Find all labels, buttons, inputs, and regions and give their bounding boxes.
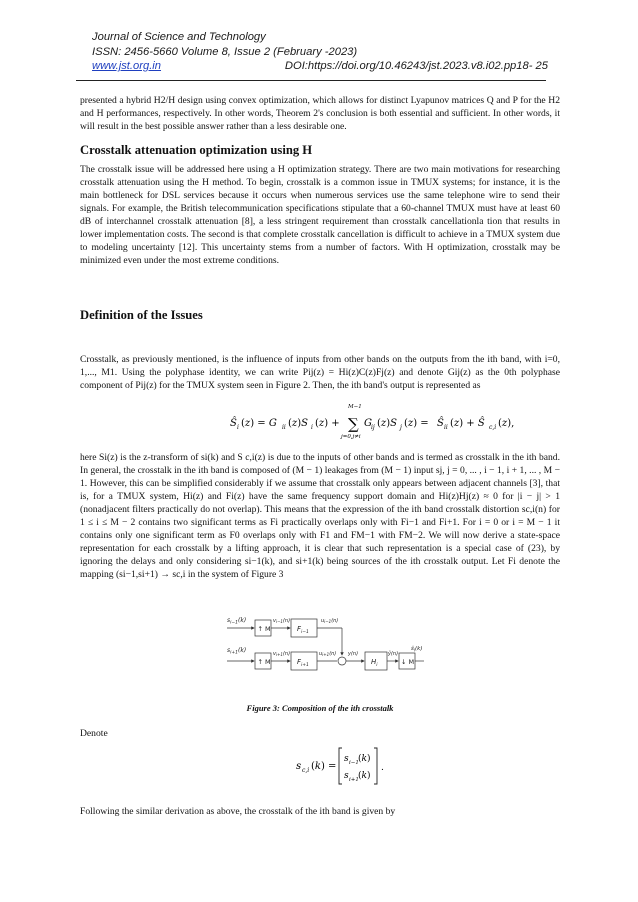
doi-text: DOI:https://doi.org/10.46243/jst.2023.v8.i02.pp18- 25	[284, 60, 548, 72]
svg-text:(z)S: (z)S	[377, 418, 397, 429]
issn-line: ISSN: 2456-5660 Volume 8, Issue 2 (February -2023)	[92, 45, 358, 58]
section-heading-crosstalk-optimization: Crosstalk attenuation optimization using H	[80, 143, 313, 157]
svg-text:ŷ(n): ŷ(n)	[388, 651, 399, 657]
svg-text:(k) =: (k) =	[311, 761, 337, 772]
svg-text:vi−1(n): $v_{i-1}(n)$	[273, 618, 291, 624]
svg-text:(z) + Ŝ: (z) + Ŝ	[450, 418, 485, 429]
crosstalk-block-diagram	[225, 614, 425, 687]
svg-text:(z) =: (z) =	[404, 418, 429, 429]
svg-text:(z),: (z),	[498, 418, 515, 429]
svg-text:Ŝ: Ŝ	[230, 418, 237, 429]
svg-text:i: i	[237, 424, 239, 431]
journal-header	[92, 30, 548, 74]
synthesis-filter-bottom-label: $F_{i+1}$	[297, 658, 309, 668]
svg-text:ii: ii	[444, 424, 448, 431]
intro-paragraph: presented a hybrid H2/H design using convex optimization, which allows for distinct Lyapunov matrices Q and P for the H2 and H performances, respectively. In other words, Theorem 2's conclusion is both essential and sufficient. In other words, it will result in the best possible answer rather than a less desirable one.	[80, 95, 560, 132]
crosstalk-output-equation-rhs	[437, 400, 547, 440]
svg-text:s: s	[344, 754, 349, 764]
svg-text:(z)S: (z)S	[288, 418, 308, 429]
journal-website-link[interactable]: www.jst.org.in	[92, 60, 162, 72]
svg-text:vi+1(n): $v_{i+1}(n)$	[273, 651, 291, 657]
svg-text:.: .	[381, 763, 384, 773]
upsampler-top-label: ↑ M	[257, 625, 271, 633]
svg-text:i+1: i+1	[349, 777, 359, 783]
section-heading-definition: Definition of the Issues	[80, 308, 203, 322]
journal-title: Journal of Science and Technology	[92, 31, 266, 43]
section2-paragraph-2: here Si(z) is the z-transform of si(k) and S c,i(z) is due to the inputs of other bands and is termed as crosstalk in the ith band. In general, the crosstalk in the ith band is composed of (M − 1) leakages from (M − 1) input sj, j = 0, ... , i − 1, i + 1, ... , M − 1. However, this can be simplified considerably if we assume that crosstalk only appears between adjacent channels [3], that is, for a TMUX system, Hi(z) and Fi(z) have the same frequency support domain and Hi(z)Hj(z) ≈ 0 for |i − j| > 1 (nonadjacent filters practically do not overlap). This means that the expression of the ith band crosstalk distortion sc,i(n) for 1 ≤ i ≤ M − 2 contains two significant terms as Fi practically overlaps only with Fi−1 and Fi+1. For i = 0 or i = M − 1 it contains only one significant term as F0 overlaps only with F1 and FM−1 with FM−2. We will now derive a state-space representation for each crosstalk by a lifting approach, it is clear that such representation is a special case of (23), by ignoring the delays and only considering si−1(k), and si+1(k) being sources of the ith crosstalk output. Let Fi denote the mapping (si−1,si+1) → sc,i in the system of Figure 3	[80, 452, 560, 580]
svg-text:j: j	[400, 424, 402, 431]
section1-paragraph: The crosstalk issue will be addressed here using a H optimization strategy. There are two main motivations for researching crosstalk attenuation using the H method. To begin, crosstalk is a common issue in TMUX systems; for instance, it is the main bottleneck for DSL services because it occurs when numerous services use the same telephone wire to send their signals. For example, the British telecommunication specifications stipulate that a 60-channel TMUX must have at least 60 dB of interchannel crosstalk attenuation [8], a less stringent requirement than crosstalk cancellationla tion that results in lower implementation costs. The second is that complete crosstalk cancellation is difficult to achieve in a TMUX system due to modeling uncertainty [12]. This uncertainty stems from a number of factors. With H optimization, crosstalk may be minimized even under the most extreme conditions.	[80, 164, 560, 266]
svg-text:ij: ij	[371, 424, 375, 431]
svg-text:G: G	[364, 418, 372, 429]
svg-text:∑: ∑	[348, 415, 359, 433]
input-bottom-label: $s_{i+1}(k)$	[227, 647, 247, 656]
svg-text:Ŝ: Ŝ	[437, 418, 444, 429]
svg-text:y(n): y(n)	[348, 651, 359, 657]
downsampler-label: ↓ M	[401, 658, 415, 666]
input-top-label: $s_{i-1}(k)$	[227, 617, 247, 626]
output-label: $ŝ_i(k)$	[411, 646, 423, 653]
section2-paragraph-1: Crosstalk, as previously mentioned, is the influence of inputs from other bands on the outputs from the ith band, with i=0, 1,..., M1. Using the polyphase identity, we can write Pij(z) = Hi(z)C(z)Fj(z) and denote Gij(z) as the 0th polyphase component of Pij(z) for the TMUX system seen in Figure 2. Then, the ith band's output is represented as	[80, 354, 560, 391]
svg-text:s: s	[344, 771, 349, 781]
svg-text:s: s	[296, 761, 302, 772]
svg-text:j=0,j≠i: j=0,j≠i	[341, 434, 361, 440]
svg-text:c,i: c,i	[302, 767, 310, 774]
svg-text:c,i: c,i	[489, 424, 497, 431]
crosstalk-output-equation	[230, 400, 440, 440]
svg-text:(z) +: (z) +	[315, 418, 340, 429]
crosstalk-vector-equation	[296, 742, 416, 788]
following-text: Following the similar derivation as above, the crosstalk of the ith band is given by	[80, 806, 396, 817]
analysis-filter-label: $H_i$	[371, 658, 378, 668]
denote-text: Denote	[80, 728, 108, 739]
svg-text:(k): (k)	[358, 754, 371, 764]
svg-text:i: i	[311, 424, 313, 431]
figure-3-caption: Figure 3: Composition of the ith crosstalk	[246, 703, 394, 713]
upsampler-bottom-label: ↑ M	[257, 658, 271, 666]
svg-text:ui+1(n): $u_{i+1}(n)$	[319, 651, 337, 657]
svg-text:M−1: M−1	[348, 404, 362, 410]
summing-junction	[338, 657, 346, 665]
svg-text:ui−1(n): $u_{i-1}(n)$	[321, 618, 339, 624]
svg-text:ii: ii	[282, 424, 286, 431]
synthesis-filter-top-label: $F_{i-1}$	[297, 625, 309, 635]
svg-text:(k): (k)	[358, 771, 371, 781]
svg-text:i−1: i−1	[349, 760, 359, 766]
svg-text:(z) = G: (z) = G	[241, 418, 277, 429]
header-divider	[76, 80, 546, 81]
